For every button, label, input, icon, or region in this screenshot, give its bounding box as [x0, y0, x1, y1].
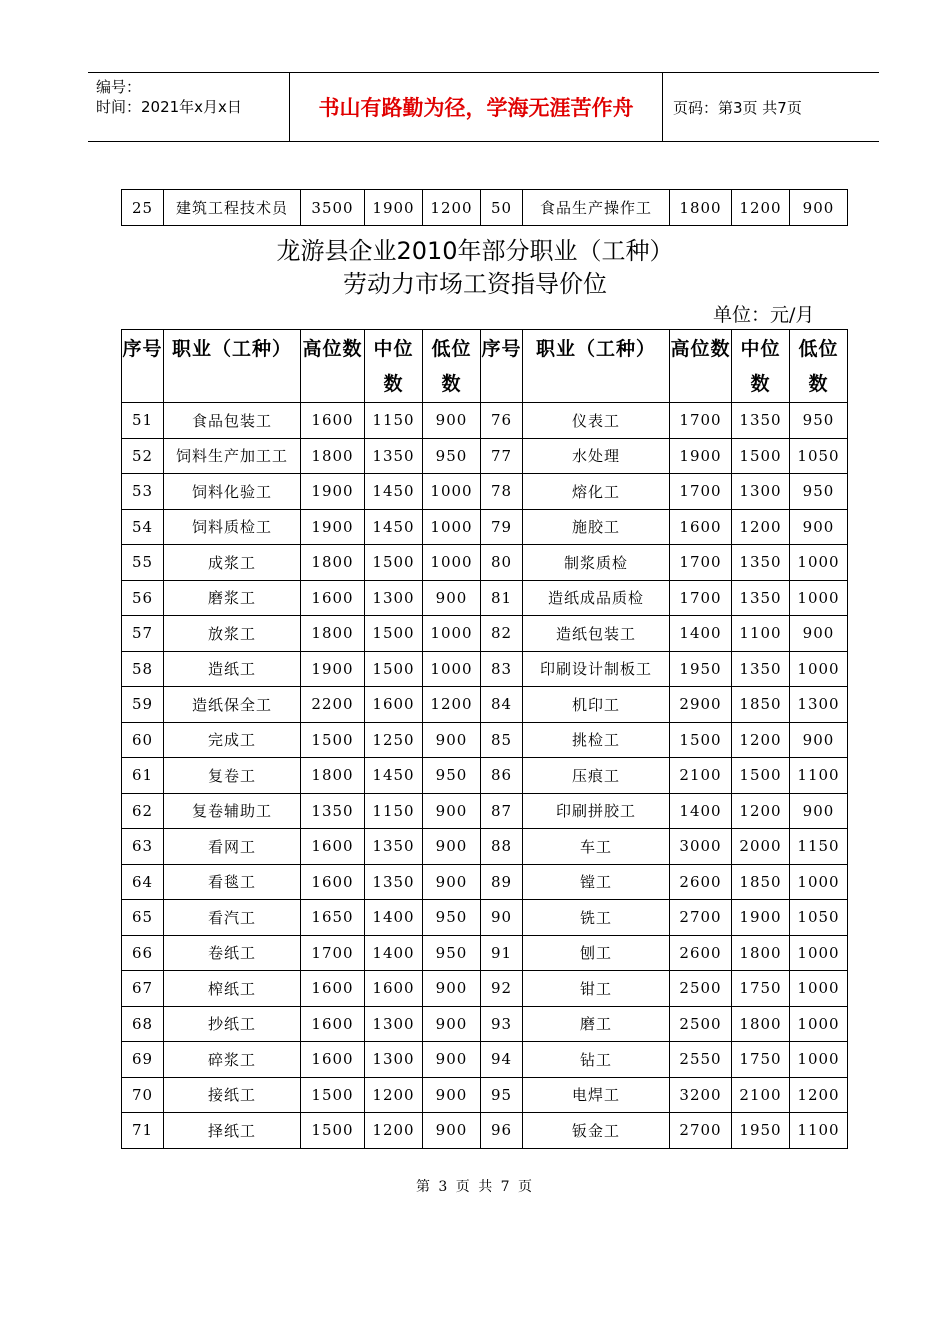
table-cell: 900: [790, 509, 848, 545]
table-cell: 1700: [670, 474, 732, 510]
table-cell: 1100: [790, 758, 848, 794]
table-cell: 2600: [670, 935, 732, 971]
table-cell: 2600: [670, 864, 732, 900]
table-cell: 94: [481, 1042, 523, 1078]
header-meta: [88, 73, 290, 141]
table-cell: 58: [122, 651, 164, 687]
table-cell: 95: [481, 1077, 523, 1113]
table-cell: 90: [481, 900, 523, 936]
table-cell: 水处理: [523, 438, 670, 474]
table-cell: 54: [122, 509, 164, 545]
table-row: [122, 1042, 848, 1078]
table-cell: 1000: [423, 651, 481, 687]
table-cell: 1350: [732, 403, 790, 439]
table-cell: 55: [122, 545, 164, 581]
table-row: [122, 190, 848, 226]
table-cell: 900: [790, 793, 848, 829]
table-cell: 2900: [670, 687, 732, 723]
table-cell: 1500: [670, 722, 732, 758]
table-cell: 2550: [670, 1042, 732, 1078]
table-cell: 76: [481, 403, 523, 439]
table-row: [122, 509, 848, 545]
header-motto: 书山有路勤为径，学海无涯苦作舟: [290, 73, 663, 141]
cell: 1200: [423, 190, 481, 226]
table-cell: 1800: [301, 545, 365, 581]
table-cell: 磨工: [523, 1006, 670, 1042]
table-cell: 1000: [423, 545, 481, 581]
table-cell: 电焊工: [523, 1077, 670, 1113]
table-cell: 1050: [790, 438, 848, 474]
table-cell: 1300: [732, 474, 790, 510]
table-cell: 68: [122, 1006, 164, 1042]
table-cell: 1500: [732, 438, 790, 474]
table-cell: 钣金工: [523, 1113, 670, 1149]
table-cell: 57: [122, 616, 164, 652]
table-cell: 96: [481, 1113, 523, 1149]
table-cell: 看网工: [164, 829, 301, 865]
table-cell: 机印工: [523, 687, 670, 723]
table-cell: 复卷辅助工: [164, 793, 301, 829]
column-header: 低位数: [790, 330, 848, 403]
table-cell: 卷纸工: [164, 935, 301, 971]
column-header: 中位数: [365, 330, 423, 403]
table-cell: 70: [122, 1077, 164, 1113]
table-cell: 1700: [670, 545, 732, 581]
page-footer: 第 3 页 共 7 页: [415, 1179, 535, 1195]
table-cell: 1050: [790, 900, 848, 936]
table-cell: 950: [423, 438, 481, 474]
table-cell: 77: [481, 438, 523, 474]
table-cell: 1200: [423, 687, 481, 723]
table-cell: 900: [423, 864, 481, 900]
table-row: [122, 1006, 848, 1042]
cell: 50: [481, 190, 523, 226]
table-cell: 1200: [365, 1113, 423, 1149]
table-cell: 85: [481, 722, 523, 758]
table-cell: 3000: [670, 829, 732, 865]
table-cell: 1350: [365, 438, 423, 474]
table-cell: 1900: [301, 651, 365, 687]
table-cell: 900: [423, 1113, 481, 1149]
table-cell: 1400: [365, 935, 423, 971]
table-cell: 2700: [670, 900, 732, 936]
table-cell: 1800: [301, 438, 365, 474]
table-cell: 900: [423, 1077, 481, 1113]
table-cell: 1950: [732, 1113, 790, 1149]
cell: 900: [790, 190, 848, 226]
table-cell: 1350: [732, 580, 790, 616]
table-cell: 看毯工: [164, 864, 301, 900]
table-cell: 1600: [301, 864, 365, 900]
table-row: [122, 403, 848, 439]
table-cell: 900: [423, 829, 481, 865]
table-cell: 1000: [423, 474, 481, 510]
cell: 3500: [301, 190, 365, 226]
table-cell: 91: [481, 935, 523, 971]
table-row: [122, 758, 848, 794]
table-cell: 1200: [732, 722, 790, 758]
table-cell: 3200: [670, 1077, 732, 1113]
table-cell: 82: [481, 616, 523, 652]
table-cell: 67: [122, 971, 164, 1007]
table-cell: 1900: [732, 900, 790, 936]
table-cell: 印刷拼胶工: [523, 793, 670, 829]
table-cell: 1500: [301, 1077, 365, 1113]
table-cell: 1600: [301, 971, 365, 1007]
table-cell: 65: [122, 900, 164, 936]
table-cell: 1300: [365, 580, 423, 616]
table-cell: 92: [481, 971, 523, 1007]
table-cell: 抄纸工: [164, 1006, 301, 1042]
table-cell: 1600: [301, 1006, 365, 1042]
table-cell: 1200: [732, 509, 790, 545]
table-cell: 950: [790, 403, 848, 439]
table-cell: 1600: [301, 403, 365, 439]
table-cell: 900: [423, 793, 481, 829]
table-cell: 2100: [732, 1077, 790, 1113]
table-cell: 900: [423, 722, 481, 758]
table-cell: 饲料化验工: [164, 474, 301, 510]
column-header: 低位数: [423, 330, 481, 403]
table-cell: 53: [122, 474, 164, 510]
table-cell: 1800: [732, 1006, 790, 1042]
time-label: 时间：2021年x月x日: [96, 98, 242, 116]
table-row: [122, 971, 848, 1007]
table-cell: 89: [481, 864, 523, 900]
table-row: [122, 474, 848, 510]
number-label: 编号：: [96, 78, 142, 96]
table-row: [122, 545, 848, 581]
table-cell: 1150: [365, 793, 423, 829]
table-cell: 93: [481, 1006, 523, 1042]
table-cell: 钻工: [523, 1042, 670, 1078]
table-cell: 1000: [790, 580, 848, 616]
wage-table: [121, 329, 848, 1149]
table-cell: 950: [423, 900, 481, 936]
table-row: [122, 793, 848, 829]
table-cell: 62: [122, 793, 164, 829]
table-cell: 84: [481, 687, 523, 723]
table-cell: 56: [122, 580, 164, 616]
table-cell: 仪表工: [523, 403, 670, 439]
table-cell: 1800: [301, 758, 365, 794]
table-cell: 1000: [790, 864, 848, 900]
table-cell: 1800: [301, 616, 365, 652]
table-cell: 完成工: [164, 722, 301, 758]
unit-label: 单位：元/月: [713, 304, 815, 326]
column-header: 高位数: [301, 330, 365, 403]
table-cell: 压痕工: [523, 758, 670, 794]
table-cell: 1000: [790, 651, 848, 687]
cell: 1200: [732, 190, 790, 226]
continued-row-table: [121, 189, 848, 226]
table-cell: 1700: [301, 935, 365, 971]
table-cell: 1100: [790, 1113, 848, 1149]
table-cell: 1600: [301, 829, 365, 865]
table-cell: 2100: [670, 758, 732, 794]
table-cell: 1600: [670, 509, 732, 545]
table-cell: 1300: [790, 687, 848, 723]
table-cell: 造纸工: [164, 651, 301, 687]
table-row: [122, 829, 848, 865]
column-header: 职业（工种）: [523, 330, 670, 403]
table-cell: 1900: [301, 509, 365, 545]
table-row: [122, 864, 848, 900]
table-cell: 1500: [365, 651, 423, 687]
table-cell: 看汽工: [164, 900, 301, 936]
table-cell: 1600: [301, 580, 365, 616]
table-cell: 950: [790, 474, 848, 510]
table-cell: 900: [423, 1042, 481, 1078]
table-cell: 制浆质检: [523, 545, 670, 581]
column-header: 序号: [122, 330, 164, 403]
table-cell: 接纸工: [164, 1077, 301, 1113]
cell: 食品生产操作工: [523, 190, 670, 226]
table-cell: 磨浆工: [164, 580, 301, 616]
table-cell: 1100: [732, 616, 790, 652]
wage-table-body: [122, 330, 848, 1149]
table-cell: 64: [122, 864, 164, 900]
table-cell: 1450: [365, 474, 423, 510]
table-cell: 59: [122, 687, 164, 723]
table-cell: 钳工: [523, 971, 670, 1007]
table-cell: 78: [481, 474, 523, 510]
table-cell: 榨纸工: [164, 971, 301, 1007]
table-cell: 1700: [670, 580, 732, 616]
table-cell: 1350: [365, 864, 423, 900]
table-cell: 1500: [365, 616, 423, 652]
table-cell: 1000: [790, 1042, 848, 1078]
table-cell: 1900: [670, 438, 732, 474]
table-cell: 1200: [732, 793, 790, 829]
table-cell: 饲料生产加工工: [164, 438, 301, 474]
table-cell: 食品包装工: [164, 403, 301, 439]
page-header: [88, 72, 879, 142]
table-cell: 碎浆工: [164, 1042, 301, 1078]
table-row: [122, 1077, 848, 1113]
table-cell: 900: [423, 403, 481, 439]
table-row: [122, 687, 848, 723]
table-cell: 1600: [301, 1042, 365, 1078]
table-cell: 1500: [732, 758, 790, 794]
table-cell: 造纸包装工: [523, 616, 670, 652]
table-cell: 63: [122, 829, 164, 865]
table-cell: 79: [481, 509, 523, 545]
table-cell: 80: [481, 545, 523, 581]
table-cell: 900: [790, 722, 848, 758]
table-cell: 87: [481, 793, 523, 829]
table-cell: 950: [423, 758, 481, 794]
page-title-line2: 劳动力市场工资指导价位: [343, 270, 607, 298]
column-header: 中位数: [732, 330, 790, 403]
column-header: 职业（工种）: [164, 330, 301, 403]
table-cell: 1850: [732, 687, 790, 723]
table-cell: 车工: [523, 829, 670, 865]
table-cell: 1400: [670, 793, 732, 829]
table-header-row: [122, 330, 848, 403]
table-cell: 1000: [790, 971, 848, 1007]
table-row: [122, 616, 848, 652]
table-cell: 刨工: [523, 935, 670, 971]
cell: 1900: [365, 190, 423, 226]
table-cell: 熔化工: [523, 474, 670, 510]
column-header: 高位数: [670, 330, 732, 403]
table-cell: 1800: [732, 935, 790, 971]
table-cell: 1200: [365, 1077, 423, 1113]
table-cell: 1450: [365, 509, 423, 545]
table-row: [122, 935, 848, 971]
table-cell: 900: [790, 616, 848, 652]
header-page-label: 页码：第3页 共7页: [673, 98, 802, 117]
table-cell: 1000: [790, 545, 848, 581]
table-cell: 1850: [732, 864, 790, 900]
cell: 1800: [670, 190, 732, 226]
table-cell: 1150: [365, 403, 423, 439]
table-row: [122, 900, 848, 936]
table-cell: 900: [423, 971, 481, 1007]
table-cell: 83: [481, 651, 523, 687]
table-cell: 施胶工: [523, 509, 670, 545]
table-cell: 86: [481, 758, 523, 794]
page-title-line1: 龙游县企业2010年部分职业（工种）: [276, 237, 674, 265]
table-cell: 81: [481, 580, 523, 616]
table-cell: 镗工: [523, 864, 670, 900]
table-cell: 1000: [423, 616, 481, 652]
table-row: [122, 1113, 848, 1149]
table-row: [122, 438, 848, 474]
table-cell: 1750: [732, 1042, 790, 1078]
table-cell: 900: [423, 580, 481, 616]
table-cell: 61: [122, 758, 164, 794]
table-cell: 2000: [732, 829, 790, 865]
table-cell: 1350: [732, 545, 790, 581]
table-row: [122, 580, 848, 616]
table-cell: 1600: [365, 971, 423, 1007]
table-cell: 1300: [365, 1042, 423, 1078]
column-header: 序号: [481, 330, 523, 403]
table-cell: 择纸工: [164, 1113, 301, 1149]
table-cell: 1500: [301, 1113, 365, 1149]
table-cell: 1400: [670, 616, 732, 652]
table-cell: 1200: [790, 1077, 848, 1113]
table-cell: 1000: [790, 935, 848, 971]
table-cell: 1650: [301, 900, 365, 936]
table-cell: 1250: [365, 722, 423, 758]
table-cell: 51: [122, 403, 164, 439]
table-cell: 1700: [670, 403, 732, 439]
table-cell: 1500: [301, 722, 365, 758]
table-cell: 60: [122, 722, 164, 758]
table-row: [122, 651, 848, 687]
table-cell: 造纸成品质检: [523, 580, 670, 616]
table-cell: 88: [481, 829, 523, 865]
table-cell: 1350: [365, 829, 423, 865]
table-cell: 放浆工: [164, 616, 301, 652]
table-cell: 69: [122, 1042, 164, 1078]
table-cell: 71: [122, 1113, 164, 1149]
table-cell: 2200: [301, 687, 365, 723]
table-cell: 1950: [670, 651, 732, 687]
cell: 25: [122, 190, 164, 226]
table-cell: 66: [122, 935, 164, 971]
table-row: [122, 722, 848, 758]
table-cell: 1350: [301, 793, 365, 829]
table-cell: 900: [423, 1006, 481, 1042]
table-cell: 2500: [670, 1006, 732, 1042]
table-cell: 1500: [365, 545, 423, 581]
table-cell: 造纸保全工: [164, 687, 301, 723]
table-cell: 52: [122, 438, 164, 474]
table-cell: 饲料质检工: [164, 509, 301, 545]
table-cell: 2700: [670, 1113, 732, 1149]
table-cell: 铣工: [523, 900, 670, 936]
table-cell: 复卷工: [164, 758, 301, 794]
table-cell: 1000: [423, 509, 481, 545]
table-cell: 1900: [301, 474, 365, 510]
table-cell: 1600: [365, 687, 423, 723]
table-cell: 1750: [732, 971, 790, 1007]
table-cell: 1300: [365, 1006, 423, 1042]
table-cell: 1350: [732, 651, 790, 687]
table-cell: 1150: [790, 829, 848, 865]
cell: 建筑工程技术员: [164, 190, 301, 226]
table-cell: 1400: [365, 900, 423, 936]
table-cell: 2500: [670, 971, 732, 1007]
table-cell: 1000: [790, 1006, 848, 1042]
table-cell: 挑检工: [523, 722, 670, 758]
table-cell: 950: [423, 935, 481, 971]
table-cell: 1450: [365, 758, 423, 794]
table-cell: 印刷设计制板工: [523, 651, 670, 687]
table-cell: 成浆工: [164, 545, 301, 581]
